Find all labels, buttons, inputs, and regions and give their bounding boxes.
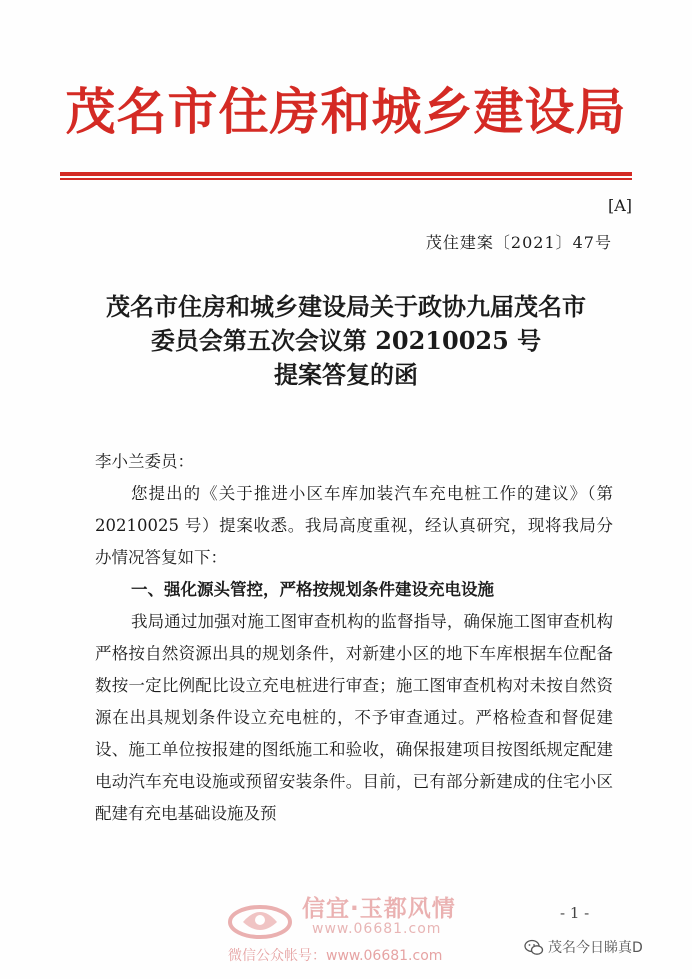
page-number: - 1 - (560, 904, 590, 922)
watermark-site-name: 信宜·玉都风情 (302, 896, 456, 922)
salutation: 李小兰委员： (95, 452, 194, 471)
yudu-logo-icon (225, 898, 295, 942)
watermark-site-url: www.06681.com (312, 921, 442, 937)
document-number: 茂住建案〔2021〕47号 (425, 233, 612, 252)
letterhead-rule-thin (60, 178, 632, 180)
title-line: 委员会第五次会议第 20210025 号 (150, 326, 542, 355)
account-tag (524, 937, 643, 957)
account-name: 茂名今日睇真D (548, 940, 643, 956)
title-line: 提案答复的函 (274, 360, 418, 389)
watermark-wechat-line: 微信公众帐号：www.06681.com (228, 948, 443, 964)
intro-paragraph: 您提出的《关于推进小区车库加装汽车充电桩工作的建议》（第 20210025 号）提案收悉。我局高度重视，经认真研究，现将我局分办情况答复如下： (95, 484, 613, 567)
title-line: 茂名市住房和城乡建设局关于政协九届茂名市 (106, 292, 586, 321)
section-paragraph: 我局通过加强对施工图审查机构的监督指导，确保施工图审查机构严格按自然资源出具的规划条件，对新建小区的地下车库根据车位配备数按一定比例配比设立充电桩进行审查；施工图审查机构对未按自然资源在出具规划条件设立充电桩的，不予审查通过。严格检查和督促建设、施工单位按报建的图纸施工和验收，确保报建项目按图纸规定配建电动汽车充电设施或预留安装条件。目前，已有部分新建成的住宅小区配建有充电基础设施及预 (95, 612, 613, 823)
letterhead-rule-thick (60, 172, 632, 176)
agency-letterhead: 茂名市住房和城乡建设局 (65, 82, 627, 141)
document-grade: [A] (607, 196, 632, 215)
document-body (95, 446, 613, 830)
document-title (0, 290, 692, 392)
wechat-icon (524, 939, 544, 956)
section-heading: 一、强化源头管控，严格按规划条件建设充电设施 (131, 580, 494, 599)
